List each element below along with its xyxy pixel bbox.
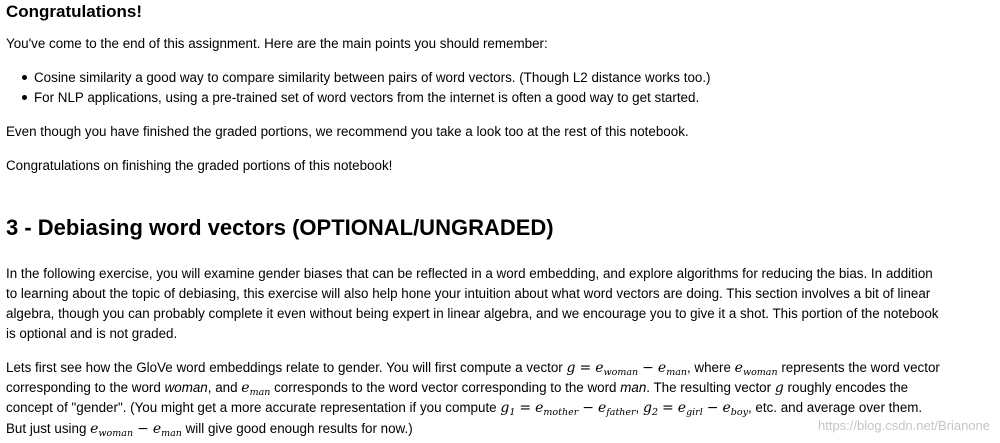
para1-line: algebra, though you can probably complete it even without being expert in linear algebra, and we encourage you to give it a shot. This portion of the notebook bbox=[6, 306, 939, 321]
list-item: For NLP applications, using a pre-trained set of word vectors from the internet is often a good way to get started. bbox=[22, 88, 711, 108]
csdn-watermark: https://blog.csdn.net/Brianone bbox=[817, 418, 990, 433]
congratulations-heading: Congratulations! bbox=[6, 2, 142, 21]
para1-line: to learning about the topic of debiasing, this exercise will also help hone your intuition about what word vectors are doing. This section involves a bit of linear bbox=[6, 286, 931, 301]
para2-line: corresponding to the word woman, and $e_{man}$ corresponds to the word vector corresponding to the word man. The resulting vector g roughly encodes the bbox=[6, 380, 909, 398]
section-heading: 3 - Debiasing word vectors (OPTIONAL/UNGRADED) bbox=[6, 215, 554, 240]
math-e-woman: $e_{woman}$ bbox=[734, 360, 778, 378]
key-points-list bbox=[22, 68, 711, 108]
bullet-icon bbox=[22, 75, 27, 80]
list-item: Cosine similarity a good way to compare similarity between pairs of word vectors. (Though L2 distance works too.) bbox=[22, 68, 711, 88]
math-g2-definition: $g_2 = e_{girl} - e_{boy}$ bbox=[643, 400, 748, 418]
bullet-icon bbox=[22, 95, 27, 100]
closing-paragraph: Congratulations on finishing the graded portions of this notebook! bbox=[6, 158, 393, 173]
para1-line: In the following exercise, you will examine gender biases that can be reflected in a word embedding, and explore algorithms for reducing the bias. In addition bbox=[6, 266, 933, 281]
math-g: g bbox=[774, 380, 784, 396]
math-g-definition: $g = e_{woman} - e_{man}$ bbox=[566, 360, 687, 378]
math-g-simple: $e_{woman} - e_{man}$ bbox=[90, 421, 182, 439]
para2-line: Lets first see how the GloVe word embeddings relate to gender. You will first compute a vector $g = e_{woman} - e_{man}$, where $e_{woman}$ represents the word vector bbox=[6, 360, 940, 378]
recommend-paragraph: Even though you have finished the graded portions, we recommend you take a look too at the rest of this notebook. bbox=[6, 124, 689, 139]
para2-line: But just using $e_{woman} - e_{man}$ will give good enough results for now.) bbox=[6, 421, 413, 439]
para1-line: is optional and is not graded. bbox=[6, 326, 178, 341]
intro-paragraph: You've come to the end of this assignment. Here are the main points you should remember: bbox=[6, 36, 548, 51]
para2-line: concept of "gender". (You might get a more accurate representation if you compute $g_1 = e_{mother} - e_{father}$, $g_2 = e_{girl} - e_{boy}$, etc. and average over them. bbox=[6, 400, 923, 418]
math-e-man: $e_{man}$ bbox=[241, 380, 271, 398]
math-g1-definition: $g_1 = e_{mother} - e_{father}$ bbox=[500, 400, 636, 418]
